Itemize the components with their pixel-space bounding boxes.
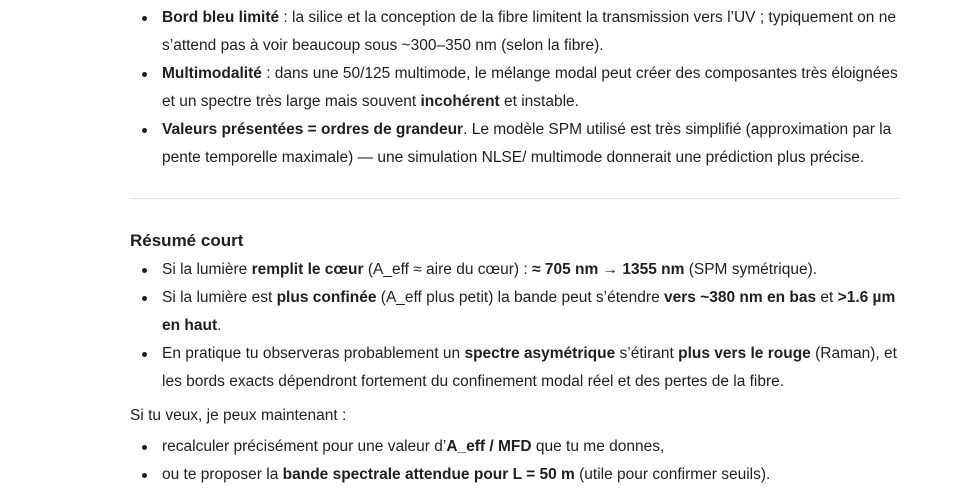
list-item <box>130 461 900 489</box>
item-emphasis: >1.6 µm en haut <box>162 289 896 334</box>
item-text: : dans une 50/125 multimode, le mélange modal peut créer des composantes très éloignées et un spectre très large mais souvent <box>162 65 898 110</box>
item-text: et <box>816 289 838 306</box>
list-item <box>130 116 900 172</box>
item-emphasis: remplit le cœur <box>251 261 364 278</box>
item-emphasis: incohérent <box>420 93 500 110</box>
list-item <box>130 284 900 340</box>
list-item <box>130 433 900 461</box>
item-text: Si la lumière est <box>162 289 277 306</box>
item-title: Bord bleu limité <box>162 9 280 26</box>
caveats-list <box>130 0 900 172</box>
item-text: et instable. <box>499 93 579 110</box>
list-item <box>130 60 900 116</box>
item-text: . Le modèle SPM utilisé est très simplifié (approximation par la pente temporelle maximale) — une simulation NLSE/ multimode donnerait une prédiction plus précise. <box>162 121 892 166</box>
item-text: : la silice et la conception de la fibre limitent la transmission vers l’UV ; typiquement on ne s’attend pas à voir beaucoup sous ~300–350 nm (selon la fibre). <box>162 9 896 54</box>
item-text: (Raman), et les bords exacts dépendront fortement du confinement modal réel et des pertes de la fibre. <box>162 345 897 390</box>
item-emphasis: spectre asymétrique <box>464 345 616 362</box>
item-text: que tu me donnes, <box>531 438 665 455</box>
section-heading: Résumé court <box>130 231 244 250</box>
item-text: (SPM symétrique). <box>684 261 818 278</box>
item-text: . <box>217 317 222 334</box>
offer-intro: Si tu veux, je peux maintenant : <box>130 407 347 424</box>
item-emphasis: ≈ 705 nm → 1355 nm <box>532 261 685 278</box>
item-emphasis: plus confinée <box>276 289 377 306</box>
list-item <box>130 340 900 396</box>
item-text: (A_eff plus petit) la bande peut s’étendre <box>376 289 664 306</box>
item-text: (utile pour confirmer seuils). <box>574 466 771 483</box>
item-text: En pratique tu observeras probablement un <box>162 345 465 362</box>
offer-list <box>130 433 900 489</box>
item-text: Si la lumière <box>162 261 252 278</box>
item-text: recalculer précisément pour une valeur d’ <box>162 438 447 455</box>
item-emphasis: bande spectrale attendue pour L = 50 m <box>282 466 575 483</box>
item-emphasis: A_eff / MFD <box>446 438 532 455</box>
item-text: (A_eff ≈ aire du cœur) : <box>363 261 533 278</box>
list-item <box>130 4 900 60</box>
list-item <box>130 256 900 284</box>
item-text: s’étirant <box>615 345 679 362</box>
item-text: ou te proposer la <box>162 466 283 483</box>
item-emphasis: vers ~380 nm en bas <box>664 289 817 306</box>
chat-message-body <box>130 0 900 489</box>
item-title: Valeurs présentées = ordres de grandeur <box>162 121 464 138</box>
section-divider <box>130 198 900 199</box>
item-title: Multimodalité <box>162 65 262 82</box>
summary-list <box>130 256 900 396</box>
item-emphasis: plus vers le rouge <box>678 345 811 362</box>
